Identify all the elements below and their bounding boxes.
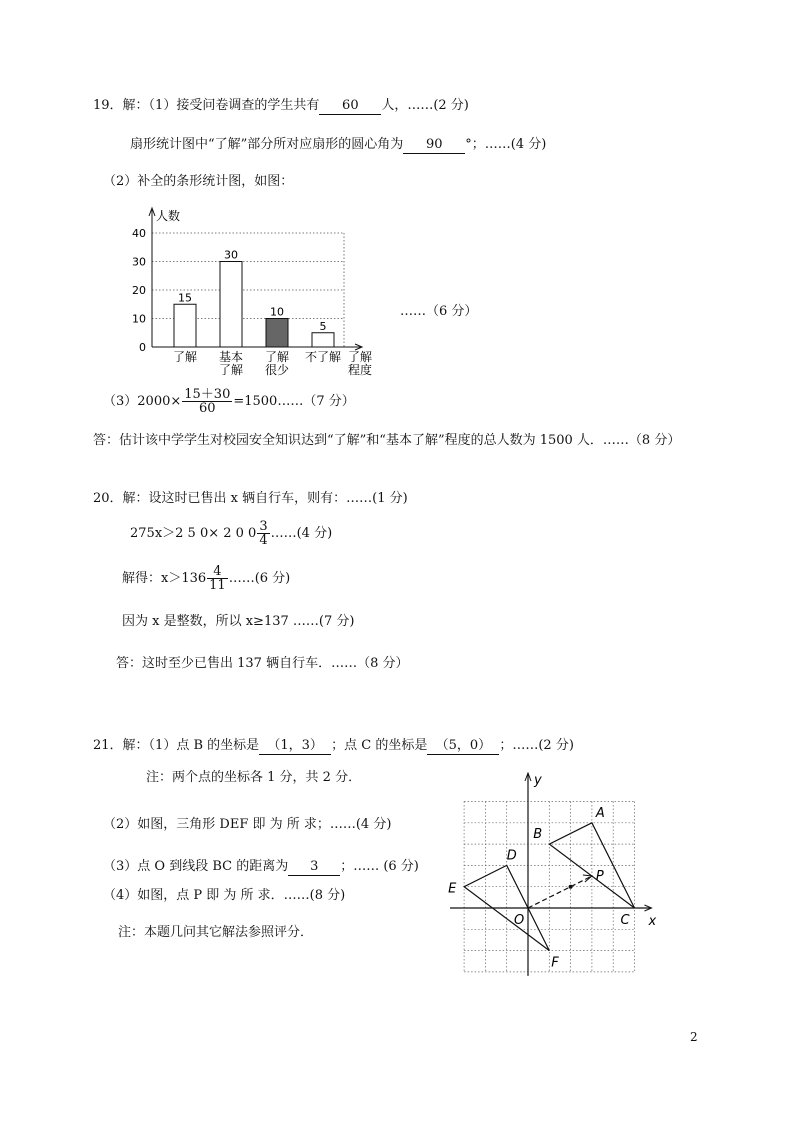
- bar: [266, 319, 288, 348]
- q21-line3: （2）如图，三角形 DEF 即 为 所 求；……(4 分): [103, 817, 392, 832]
- bar: [174, 304, 196, 347]
- y-tick-label: 20: [132, 284, 146, 297]
- bar: [220, 262, 242, 348]
- q19-line4-pre: （3）2000×: [103, 394, 182, 409]
- q21-line4-pre: （3）点 O 到线段 BC 的距离为: [103, 859, 289, 874]
- q21-line1-post: ；……(2 分): [499, 738, 574, 753]
- point-label-c: C: [620, 913, 630, 928]
- q19-line4: [103, 388, 355, 415]
- q21-note1: 注：两个点的坐标各 1 分，共 2 分．: [146, 770, 362, 785]
- q21-answer-b: （1，3）: [259, 738, 331, 755]
- q19-answer-total: 60: [319, 98, 381, 115]
- category-label: 了解: [172, 350, 198, 364]
- q20-line1: 20．解：设这时已售出 x 辆自行车，则有：……(1 分): [93, 491, 408, 506]
- q20-answer-sentence: 答：这时至少已售出 137 辆自行车．……（8 分）: [116, 656, 409, 671]
- bar-value-label: 10: [270, 305, 284, 319]
- point-label-d: D: [506, 848, 517, 864]
- q21-answer-c: （5，0）: [427, 738, 499, 755]
- point-label-b: B: [533, 827, 543, 843]
- q19-fraction-denominator: 60: [199, 401, 216, 416]
- q20-fraction-a: [257, 520, 269, 547]
- q21-note2: 注：本题几问其它解法参照评分．: [118, 925, 314, 940]
- y-tick-label: 30: [132, 255, 146, 269]
- coordinate-graph: [448, 768, 668, 976]
- y-axis-title: 人数: [156, 209, 181, 223]
- q21-answer-distance: 3: [288, 859, 340, 876]
- q20-fraction-a-denominator: 4: [259, 533, 268, 548]
- category-label: 了解: [218, 363, 244, 377]
- point-label-e: E: [448, 881, 457, 897]
- page-number: 2: [690, 1030, 698, 1044]
- q21-line4-post: ；…… (6 分): [340, 859, 419, 874]
- q19-line2: [130, 133, 546, 154]
- category-label: 不了解: [304, 350, 342, 364]
- q20-fraction-a-numerator: 3: [259, 519, 268, 534]
- q21-line1-pre: 21．解：（1）点 B 的坐标是: [93, 738, 260, 753]
- bar-value-label: 30: [224, 248, 238, 262]
- q19-answer-sentence: 答：估计该中学学生对校园安全知识达到“了解”和“基本了解”程度的总人数为 1500 人．……（8 分）: [93, 433, 681, 448]
- q20-line3-post: ……(6 分): [228, 571, 291, 586]
- point-label-o: O: [514, 913, 525, 928]
- y-axis-label: y: [534, 773, 542, 788]
- q20-fraction-b-denominator: 11: [209, 578, 226, 593]
- point-label-f: F: [551, 955, 559, 971]
- q20-line2-post: ……(4 分): [270, 526, 333, 541]
- q19-line2-post: °；……(4 分): [465, 137, 547, 152]
- q19-line2-pre: 扇形统计图中“了解”部分所对应扇形的圆心角为: [130, 137, 404, 152]
- midpoint-dot: [569, 885, 573, 889]
- q19-line4-post: =1500……（7 分）: [233, 394, 355, 409]
- bar-value-label: 15: [178, 291, 192, 305]
- y-tick-label: 0: [139, 341, 146, 354]
- q19-fraction-numerator: 15＋30: [184, 387, 231, 402]
- q20-fraction-b-numerator: 4: [207, 565, 228, 579]
- q20-line3: [122, 565, 290, 592]
- q19-line1: [93, 94, 469, 115]
- q21-line4: [103, 855, 419, 876]
- point-label-a: A: [595, 805, 605, 821]
- q21-line5: （4）如图，点 P 即 为 所 求．……(8 分): [103, 888, 346, 903]
- point-label-p: P: [595, 869, 604, 885]
- y-tick-label: 10: [132, 312, 146, 326]
- bar: [312, 333, 334, 347]
- category-label: 基本: [218, 350, 244, 364]
- x-axis-title: 了解: [348, 350, 373, 364]
- q19-answer-angle: 90: [403, 137, 465, 154]
- bar-value-label: 5: [319, 319, 327, 333]
- category-label: 很少: [264, 363, 290, 377]
- q19-line1-pre: 19．解：（1）接受问卷调查的学生共有: [93, 98, 320, 113]
- q20-line4: 因为 x 是整数，所以 x≥137 ……(7 分): [122, 614, 355, 629]
- q20-line2-pre: 275x＞2 5 0× 2 0 0: [130, 526, 257, 541]
- q19-line1-post: 人，……(2 分): [381, 98, 469, 113]
- q20-line3-pre: 解得：x＞136: [122, 571, 207, 586]
- y-tick-label: 40: [132, 227, 146, 240]
- q19-fraction: [182, 388, 232, 415]
- category-label: 了解: [264, 350, 290, 364]
- q19-score6: ……（6 分）: [400, 304, 478, 319]
- q21-line1-mid: ；点 C 的坐标是: [331, 738, 428, 753]
- q20-line2: [130, 520, 332, 547]
- segment-op: [528, 876, 592, 908]
- q19-line3: （2）补全的条形统计图，如图：: [103, 174, 294, 189]
- q21-line1: [93, 734, 574, 755]
- bar-chart: [120, 198, 390, 388]
- x-axis-label: x: [648, 914, 657, 929]
- q20-fraction-b: [207, 565, 228, 592]
- x-axis-title: 程度: [348, 363, 373, 377]
